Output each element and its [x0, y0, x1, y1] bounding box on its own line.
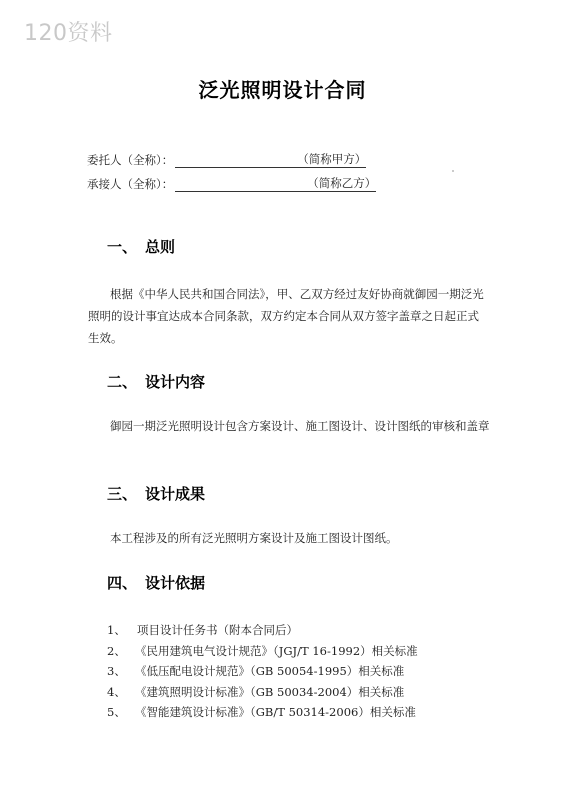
list-item-index: 2、: [107, 643, 126, 658]
list-item: [107, 661, 418, 682]
list-item-index: 1、: [107, 623, 126, 637]
watermark-logo: 120资料: [24, 21, 113, 46]
list-item-text: 《建筑照明设计标准》（GB 50034-2004）相关标准: [135, 684, 405, 699]
section-number: 三、: [107, 485, 138, 503]
contractor-field: [87, 175, 376, 192]
list-item-text: 项目设计任务书（附本合同后）: [137, 623, 298, 637]
list-item: [107, 702, 418, 723]
list-item-index: 4、: [107, 684, 126, 699]
scan-speck: [452, 170, 454, 172]
contractor-name-blank[interactable]: [175, 177, 307, 192]
list-item: [107, 641, 418, 662]
section-title: 总则: [145, 238, 176, 256]
section-number: 一、: [107, 238, 138, 256]
client-abbreviation: （简称甲方）: [297, 152, 367, 166]
list-item-text: 《民用建筑电气设计规范》（JGJ/T 16-1992）相关标准: [135, 643, 418, 658]
list-item-text: 《低压配电设计规范》（GB 50054-1995）相关标准: [135, 664, 405, 678]
client-field: [87, 151, 366, 168]
section-title: 设计成果: [145, 485, 206, 503]
section-number: 四、: [107, 574, 138, 592]
list-item: [107, 682, 418, 703]
section-title: 设计内容: [145, 373, 206, 391]
design-basis-list: [107, 620, 418, 723]
list-item-index: 3、: [107, 664, 126, 678]
client-name-blank[interactable]: [175, 153, 297, 168]
list-item-text: 《智能建筑设计标准》（GB/T 50314-2006）相关标准: [135, 705, 416, 719]
section-title: 设计依据: [145, 574, 206, 592]
contractor-label: 承接人（全称）：: [87, 177, 174, 191]
section-body-design-deliverables: 本工程涉及的所有泛光照明方案设计及施工图设计图纸。: [110, 531, 398, 545]
client-label: 委托人（全称）：: [87, 153, 174, 167]
section-heading-design-basis: [107, 572, 205, 593]
section-heading-general: [107, 236, 175, 257]
section-heading-design-content: [107, 371, 205, 392]
section-body-general: 根据《中华人民共和国合同法》，甲、乙双方经过友好协商就御园一期泛光照明的设计事宜达成本合同条款，双方约定本合同从双方签字盖章之日起正式生效。: [88, 287, 484, 345]
list-item-index: 5、: [107, 705, 126, 719]
contractor-abbreviation: （简称乙方）: [307, 176, 377, 190]
document-title: 泛光照明设计合同: [198, 78, 367, 102]
section-number: 二、: [107, 373, 138, 391]
list-item: [107, 620, 418, 641]
section-body-design-content: 御园一期泛光照明设计包含方案设计、施工图设计、设计图纸的审核和盖章: [110, 419, 490, 433]
section-heading-design-deliverables: [107, 483, 205, 504]
